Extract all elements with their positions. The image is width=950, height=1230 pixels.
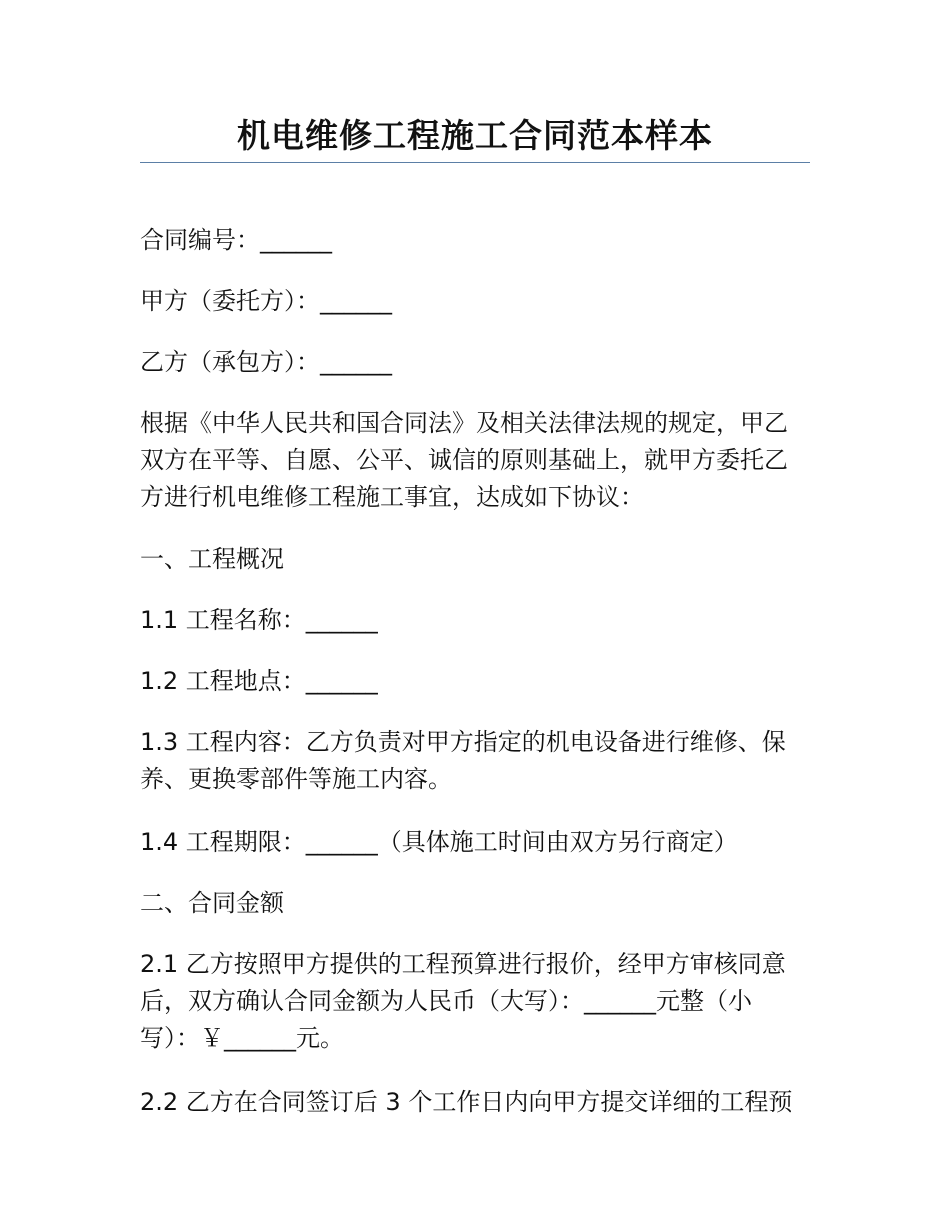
party-a-line: 甲方（委托方）：______ bbox=[140, 287, 392, 315]
item-1-3-line-2: 养、更换零部件等施工内容。 bbox=[140, 765, 452, 793]
item-1-4: 1.4 工程期限：______（具体施工时间由双方另行商定） bbox=[140, 828, 738, 856]
item-2-1-line-2: 后，双方确认合同金额为人民币（大写）：______元整（小 bbox=[140, 987, 752, 1015]
item-2-1-line-1: 2.1 乙方按照甲方提供的工程预算进行报价，经甲方审核同意 bbox=[140, 950, 786, 978]
item-2-2-line-1: 2.2 乙方在合同签订后 3 个工作日内向甲方提交详细的工程预 bbox=[140, 1088, 793, 1116]
item-1-2: 1.2 工程地点：______ bbox=[140, 667, 378, 695]
item-1-1: 1.1 工程名称：______ bbox=[140, 606, 378, 634]
intro-line-3: 方进行机电维修工程施工事宜，达成如下协议： bbox=[140, 483, 644, 511]
section-1-heading: 一、工程概况 bbox=[140, 545, 284, 573]
item-2-1 bbox=[140, 946, 810, 1057]
section-2-heading: 二、合同金额 bbox=[140, 889, 284, 917]
party-b-line: 乙方（承包方）：______ bbox=[140, 348, 392, 376]
title-underline bbox=[140, 162, 810, 163]
item-1-3-line-1: 1.3 工程内容：乙方负责对甲方指定的机电设备进行维修、保 bbox=[140, 728, 786, 756]
intro-line-2: 双方在平等、自愿、公平、诚信的原则基础上，就甲方委托乙 bbox=[140, 446, 788, 474]
contract-number-line: 合同编号：______ bbox=[140, 226, 332, 254]
intro-line-1: 根据《中华人民共和国合同法》及相关法律法规的规定，甲乙 bbox=[140, 409, 788, 437]
intro-paragraph bbox=[140, 405, 810, 516]
document-title: 机电维修工程施工合同范本样本 bbox=[237, 116, 713, 155]
item-2-1-line-3: 写）：￥______元。 bbox=[140, 1024, 344, 1052]
item-1-3 bbox=[140, 724, 810, 798]
